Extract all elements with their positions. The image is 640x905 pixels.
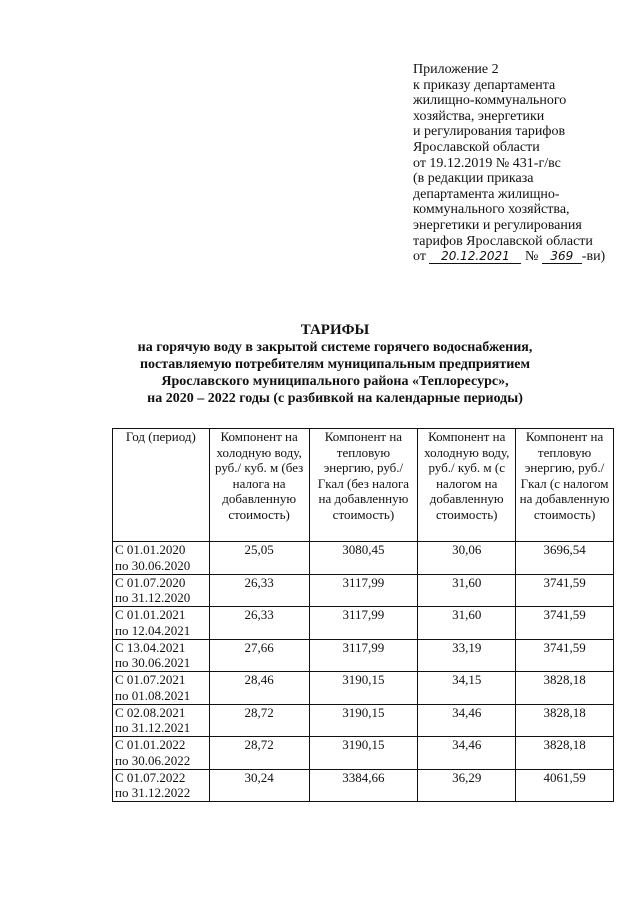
period-cell bbox=[113, 542, 210, 575]
heat-energy-vat-cell: 3741,59 bbox=[516, 607, 614, 640]
cold-water-no-vat-cell: 28,72 bbox=[209, 737, 309, 770]
heat-energy-vat-cell: 3696,54 bbox=[516, 542, 614, 575]
heading-line: поставляемую потребителям муниципальным предприятием bbox=[139, 357, 531, 372]
period-to: по 30.06.2021 bbox=[115, 655, 191, 670]
from-prefix: от bbox=[413, 249, 426, 265]
header-cold-water-no-vat: Компонент на холодную воду, руб./ куб. м (без налога на добавленную стоимость) bbox=[209, 429, 309, 542]
period-cell bbox=[113, 639, 210, 672]
heat-energy-no-vat-cell: 3384,66 bbox=[309, 769, 418, 802]
cold-water-vat-cell: 31,60 bbox=[418, 607, 516, 640]
handwritten-date: 20.12.2021 bbox=[429, 250, 521, 264]
table-row bbox=[113, 769, 614, 802]
period-from: С 01.07.2020 bbox=[115, 574, 186, 590]
appendix-line: энергетики и регулирования bbox=[413, 217, 582, 233]
header-period: Год (период) bbox=[113, 429, 210, 542]
table-row bbox=[113, 607, 614, 640]
heading-line: на горячую воду в закрытой системе горячего водоснабжения, bbox=[137, 340, 533, 355]
heat-energy-no-vat-cell: 3080,45 bbox=[309, 542, 418, 575]
appendix-line: хозяйства, энергетики bbox=[413, 108, 545, 124]
heat-energy-no-vat-cell: 3117,99 bbox=[309, 574, 418, 607]
period-to: по 12.04.2021 bbox=[115, 622, 191, 638]
heat-energy-vat-cell: 3828,18 bbox=[516, 672, 614, 705]
header-heat-energy-vat: Компонент на тепловую энергию, руб./Гкал (с налогом на добавленную стоимость) bbox=[516, 429, 614, 542]
appendix-line: жилищно-коммунального bbox=[413, 93, 567, 109]
period-cell bbox=[113, 607, 210, 640]
heat-energy-no-vat-cell: 3117,99 bbox=[309, 639, 418, 672]
period-to: по 31.12.2021 bbox=[115, 720, 191, 735]
cold-water-no-vat-cell: 28,46 bbox=[209, 672, 309, 705]
heat-energy-no-vat-cell: 3190,15 bbox=[309, 737, 418, 770]
cold-water-vat-cell: 36,29 bbox=[418, 769, 516, 802]
period-to: по 01.08.2021 bbox=[115, 687, 191, 703]
period-from: С 01.01.2020 bbox=[115, 542, 186, 557]
cold-water-no-vat-cell: 26,33 bbox=[209, 607, 309, 640]
period-from: С 01.07.2021 bbox=[115, 672, 186, 687]
heat-energy-vat-cell: 4061,59 bbox=[516, 769, 614, 802]
appendix-line: к приказу департамента bbox=[413, 77, 556, 93]
document-title: ТАРИФЫ bbox=[300, 322, 370, 338]
table-row bbox=[113, 704, 614, 737]
cold-water-no-vat-cell: 27,66 bbox=[209, 639, 309, 672]
cold-water-vat-cell: 33,19 bbox=[418, 639, 516, 672]
table-row bbox=[113, 542, 614, 575]
period-cell bbox=[113, 574, 210, 607]
appendix-line: Приложение 2 bbox=[413, 62, 499, 77]
period-to: по 30.06.2020 bbox=[115, 557, 191, 573]
period-cell bbox=[113, 769, 210, 802]
heat-energy-vat-cell: 3828,18 bbox=[516, 737, 614, 770]
cold-water-vat-cell: 31,60 bbox=[418, 574, 516, 607]
period-to: по 31.12.2022 bbox=[115, 785, 191, 800]
header-cold-water-vat: Компонент на холодную воду, руб./ куб. м (с налогом на добавленную стоимость) bbox=[418, 429, 516, 542]
period-from: С 13.04.2021 bbox=[115, 639, 186, 655]
cold-water-no-vat-cell: 28,72 bbox=[209, 704, 309, 737]
heat-energy-vat-cell: 3828,18 bbox=[516, 704, 614, 737]
cold-water-no-vat-cell: 26,33 bbox=[209, 574, 309, 607]
cold-water-vat-cell: 34,15 bbox=[418, 672, 516, 705]
heat-energy-no-vat-cell: 3117,99 bbox=[309, 607, 418, 640]
appendix-line: Ярославской области bbox=[413, 139, 540, 155]
period-from: С 02.08.2021 bbox=[115, 704, 186, 720]
period-from: С 01.07.2022 bbox=[115, 769, 186, 785]
tariff-table bbox=[112, 428, 614, 802]
appendix-line: тарифов Ярославской области bbox=[413, 233, 593, 249]
cold-water-no-vat-cell: 25,05 bbox=[209, 542, 309, 575]
cold-water-vat-cell: 34,46 bbox=[418, 704, 516, 737]
number-sign: № bbox=[524, 249, 539, 265]
appendix-block bbox=[413, 62, 635, 265]
handwritten-number: 369 bbox=[542, 250, 582, 264]
revision-line bbox=[413, 249, 635, 265]
period-to: по 31.12.2020 bbox=[115, 590, 191, 605]
period-from: С 01.01.2022 bbox=[115, 737, 186, 752]
period-to: по 30.06.2022 bbox=[115, 752, 191, 768]
heat-energy-no-vat-cell: 3190,15 bbox=[309, 704, 418, 737]
appendix-line: департамента жилищно- bbox=[413, 186, 560, 202]
heat-energy-vat-cell: 3741,59 bbox=[516, 574, 614, 607]
appendix-line: (в редакции приказа bbox=[413, 171, 534, 187]
table-row bbox=[113, 672, 614, 705]
period-cell bbox=[113, 704, 210, 737]
table-row bbox=[113, 574, 614, 607]
document-heading bbox=[100, 322, 570, 407]
appendix-line: от 19.12.2019 № 431-г/вс bbox=[413, 155, 561, 171]
cold-water-vat-cell: 34,46 bbox=[418, 737, 516, 770]
heat-energy-vat-cell: 3741,59 bbox=[516, 639, 614, 672]
heading-line: Ярославского муниципального района «Теплоресурс», bbox=[161, 374, 509, 389]
table-row bbox=[113, 737, 614, 770]
period-from: С 01.01.2021 bbox=[115, 607, 186, 622]
heading-line: на 2020 – 2022 годы (с разбивкой на календарные периоды) bbox=[147, 391, 523, 406]
table-header-row bbox=[113, 429, 614, 542]
period-cell bbox=[113, 672, 210, 705]
number-suffix: -ви) bbox=[581, 249, 606, 265]
heat-energy-no-vat-cell: 3190,15 bbox=[309, 672, 418, 705]
appendix-line: и регулирования тарифов bbox=[413, 124, 566, 140]
table-row bbox=[113, 639, 614, 672]
cold-water-vat-cell: 30,06 bbox=[418, 542, 516, 575]
appendix-line: коммунального хозяйства, bbox=[413, 202, 570, 218]
period-cell bbox=[113, 737, 210, 770]
header-heat-energy-no-vat: Компонент на тепловую энергию, руб./Гкал (без налога на добавленную стоимость) bbox=[309, 429, 418, 542]
cold-water-no-vat-cell: 30,24 bbox=[209, 769, 309, 802]
